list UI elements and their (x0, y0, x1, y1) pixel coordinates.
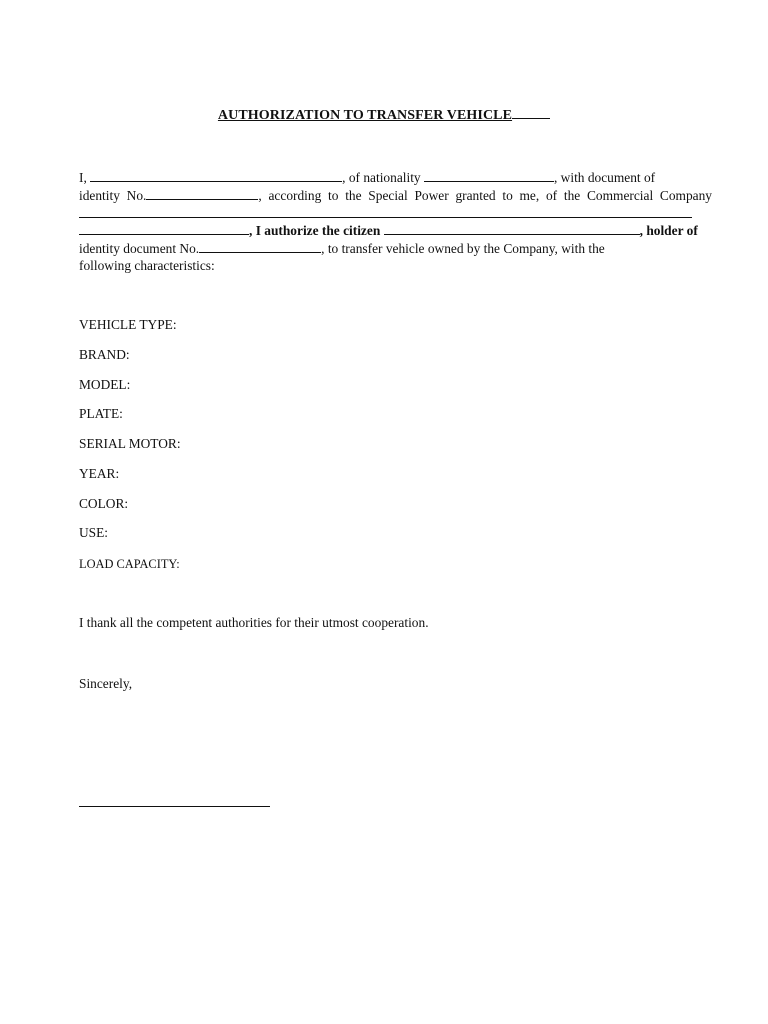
paragraph-line-3 (79, 206, 692, 222)
text-identity-no: identity No. (79, 188, 147, 203)
text-following-characteristics: following characteristics: (79, 258, 215, 273)
field-color: COLOR: (79, 496, 129, 511)
text-document-of: , with document of (553, 170, 656, 185)
field-use: USE: (79, 525, 109, 540)
field-model: MODEL: (79, 377, 131, 392)
title-underline-tail (512, 108, 550, 119)
title-text: AUTHORIZATION TO TRANSFER VEHICLE (217, 108, 513, 123)
text-special-power: , according to the Special Power granted to me, of the Commercial Company (258, 188, 712, 203)
paragraph-line-2 (79, 188, 712, 204)
closing-text: Sincerely, (79, 676, 133, 691)
paragraph-line-1 (79, 170, 655, 186)
text-transfer-vehicle: , to transfer vehicle owned by the Company, with the (321, 241, 605, 256)
field-serial-motor: SERIAL MOTOR: (79, 436, 181, 451)
text-nationality: , of nationality (342, 170, 424, 185)
blank-company-name (79, 206, 692, 218)
blank-citizen-id (199, 241, 321, 253)
blank-nationality (424, 170, 554, 182)
text-i: I, (79, 170, 91, 185)
paragraph-line-5 (79, 241, 605, 257)
signature-line (79, 806, 270, 807)
blank-identity-no (146, 188, 258, 200)
field-vehicle-type: VEHICLE TYPE: (79, 317, 177, 332)
paragraph-line-4 (79, 223, 698, 239)
text-holder-of: , holder of (639, 223, 698, 238)
blank-name (90, 170, 342, 182)
blank-company-cont (79, 223, 249, 235)
field-load-capacity: LOAD CAPACITY: (79, 557, 180, 571)
paragraph-line-6 (79, 258, 215, 274)
document-title (0, 108, 768, 124)
text-authorize-citizen: , I authorize the citizen (249, 223, 384, 238)
thanks-text: I thank all the competent authorities for their utmost cooperation. (79, 615, 429, 630)
field-year: YEAR: (79, 466, 120, 481)
blank-citizen-name (384, 223, 640, 235)
field-brand: BRAND: (79, 347, 130, 362)
text-identity-document-no: identity document No. (79, 241, 200, 256)
field-plate: PLATE: (79, 406, 123, 421)
